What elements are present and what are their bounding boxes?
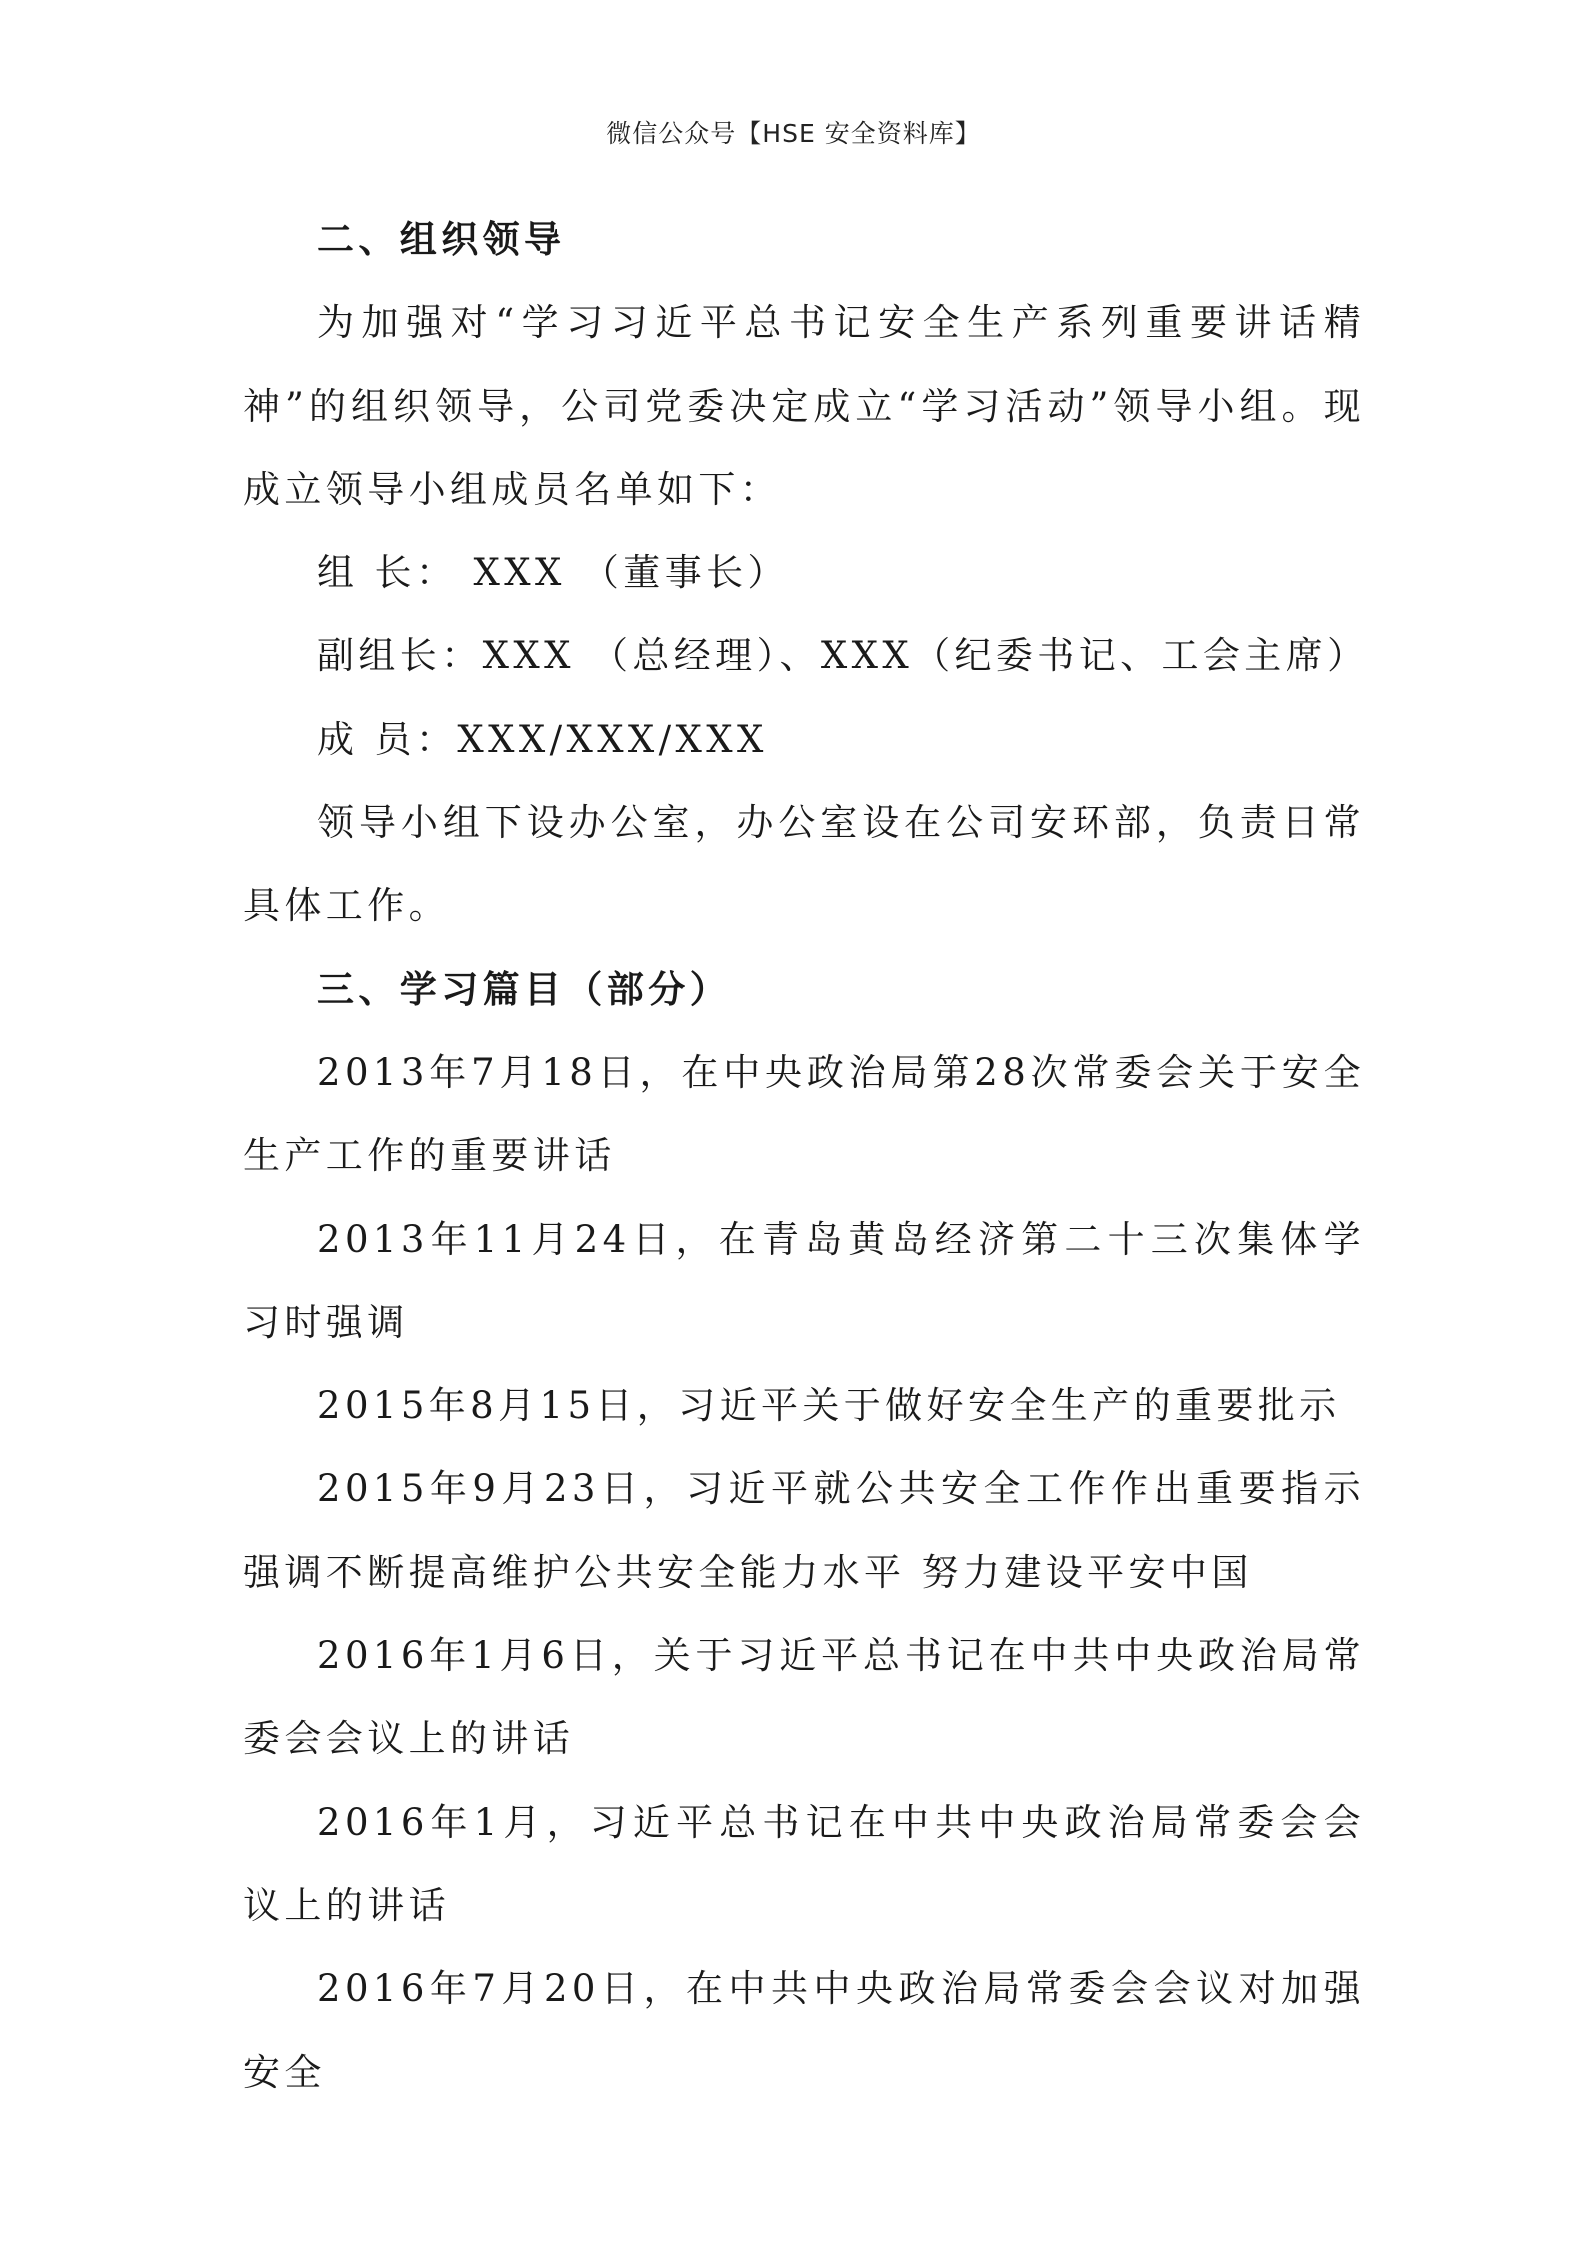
section-heading-study-list: 三、学习篇目（部分）: [317, 967, 731, 1011]
paragraph-deputy-leader: 副组长：XXX （总经理）、XXX（纪委书记、工会主席）: [317, 634, 1369, 678]
paragraph-office: 领导小组下设办公室，办公室设在公司安环部，负责日常具体工作。: [243, 801, 1365, 928]
page-header: 微信公众号【HSE 安全资料库】: [606, 119, 981, 148]
document-body: [243, 198, 1369, 2114]
paragraph-members: 成 员：XXX/XXX/XXX: [317, 717, 768, 761]
study-item: 2016年7月20日，在中共中央政治局常委会会议对加强安全: [243, 1967, 1365, 2094]
study-item: 2016年1月，习近平总书记在中共中央政治局常委会会议上的讲话: [243, 1800, 1365, 1927]
study-item: 2015年9月23日，习近平就公共安全工作作出重要指示强调不断提高维护公共安全能力水平 努力建设平安中国: [243, 1467, 1365, 1594]
study-item: 2013年7月18日，在中央政治局第28次常委会关于安全生产工作的重要讲话: [243, 1050, 1365, 1178]
study-item: 2016年1月6日，关于习近平总书记在中共中央政治局常委会会议上的讲话: [243, 1634, 1365, 1761]
study-item: 2013年11月24日，在青岛黄岛经济第二十三次集体学习时强调: [243, 1217, 1365, 1344]
section-heading-organization: 二、组织领导: [317, 218, 566, 261]
paragraph-leader: 组 长： XXX （董事长）: [317, 551, 789, 595]
study-item: 2015年8月15日，习近平关于做好安全生产的重要批示: [317, 1384, 1341, 1428]
paragraph-intro: 为加强对“学习习近平总书记安全生产系列重要讲话精神”的组织领导，公司党委决定成立“学习活动”领导小组。现成立领导小组成员名单如下：: [243, 301, 1365, 511]
